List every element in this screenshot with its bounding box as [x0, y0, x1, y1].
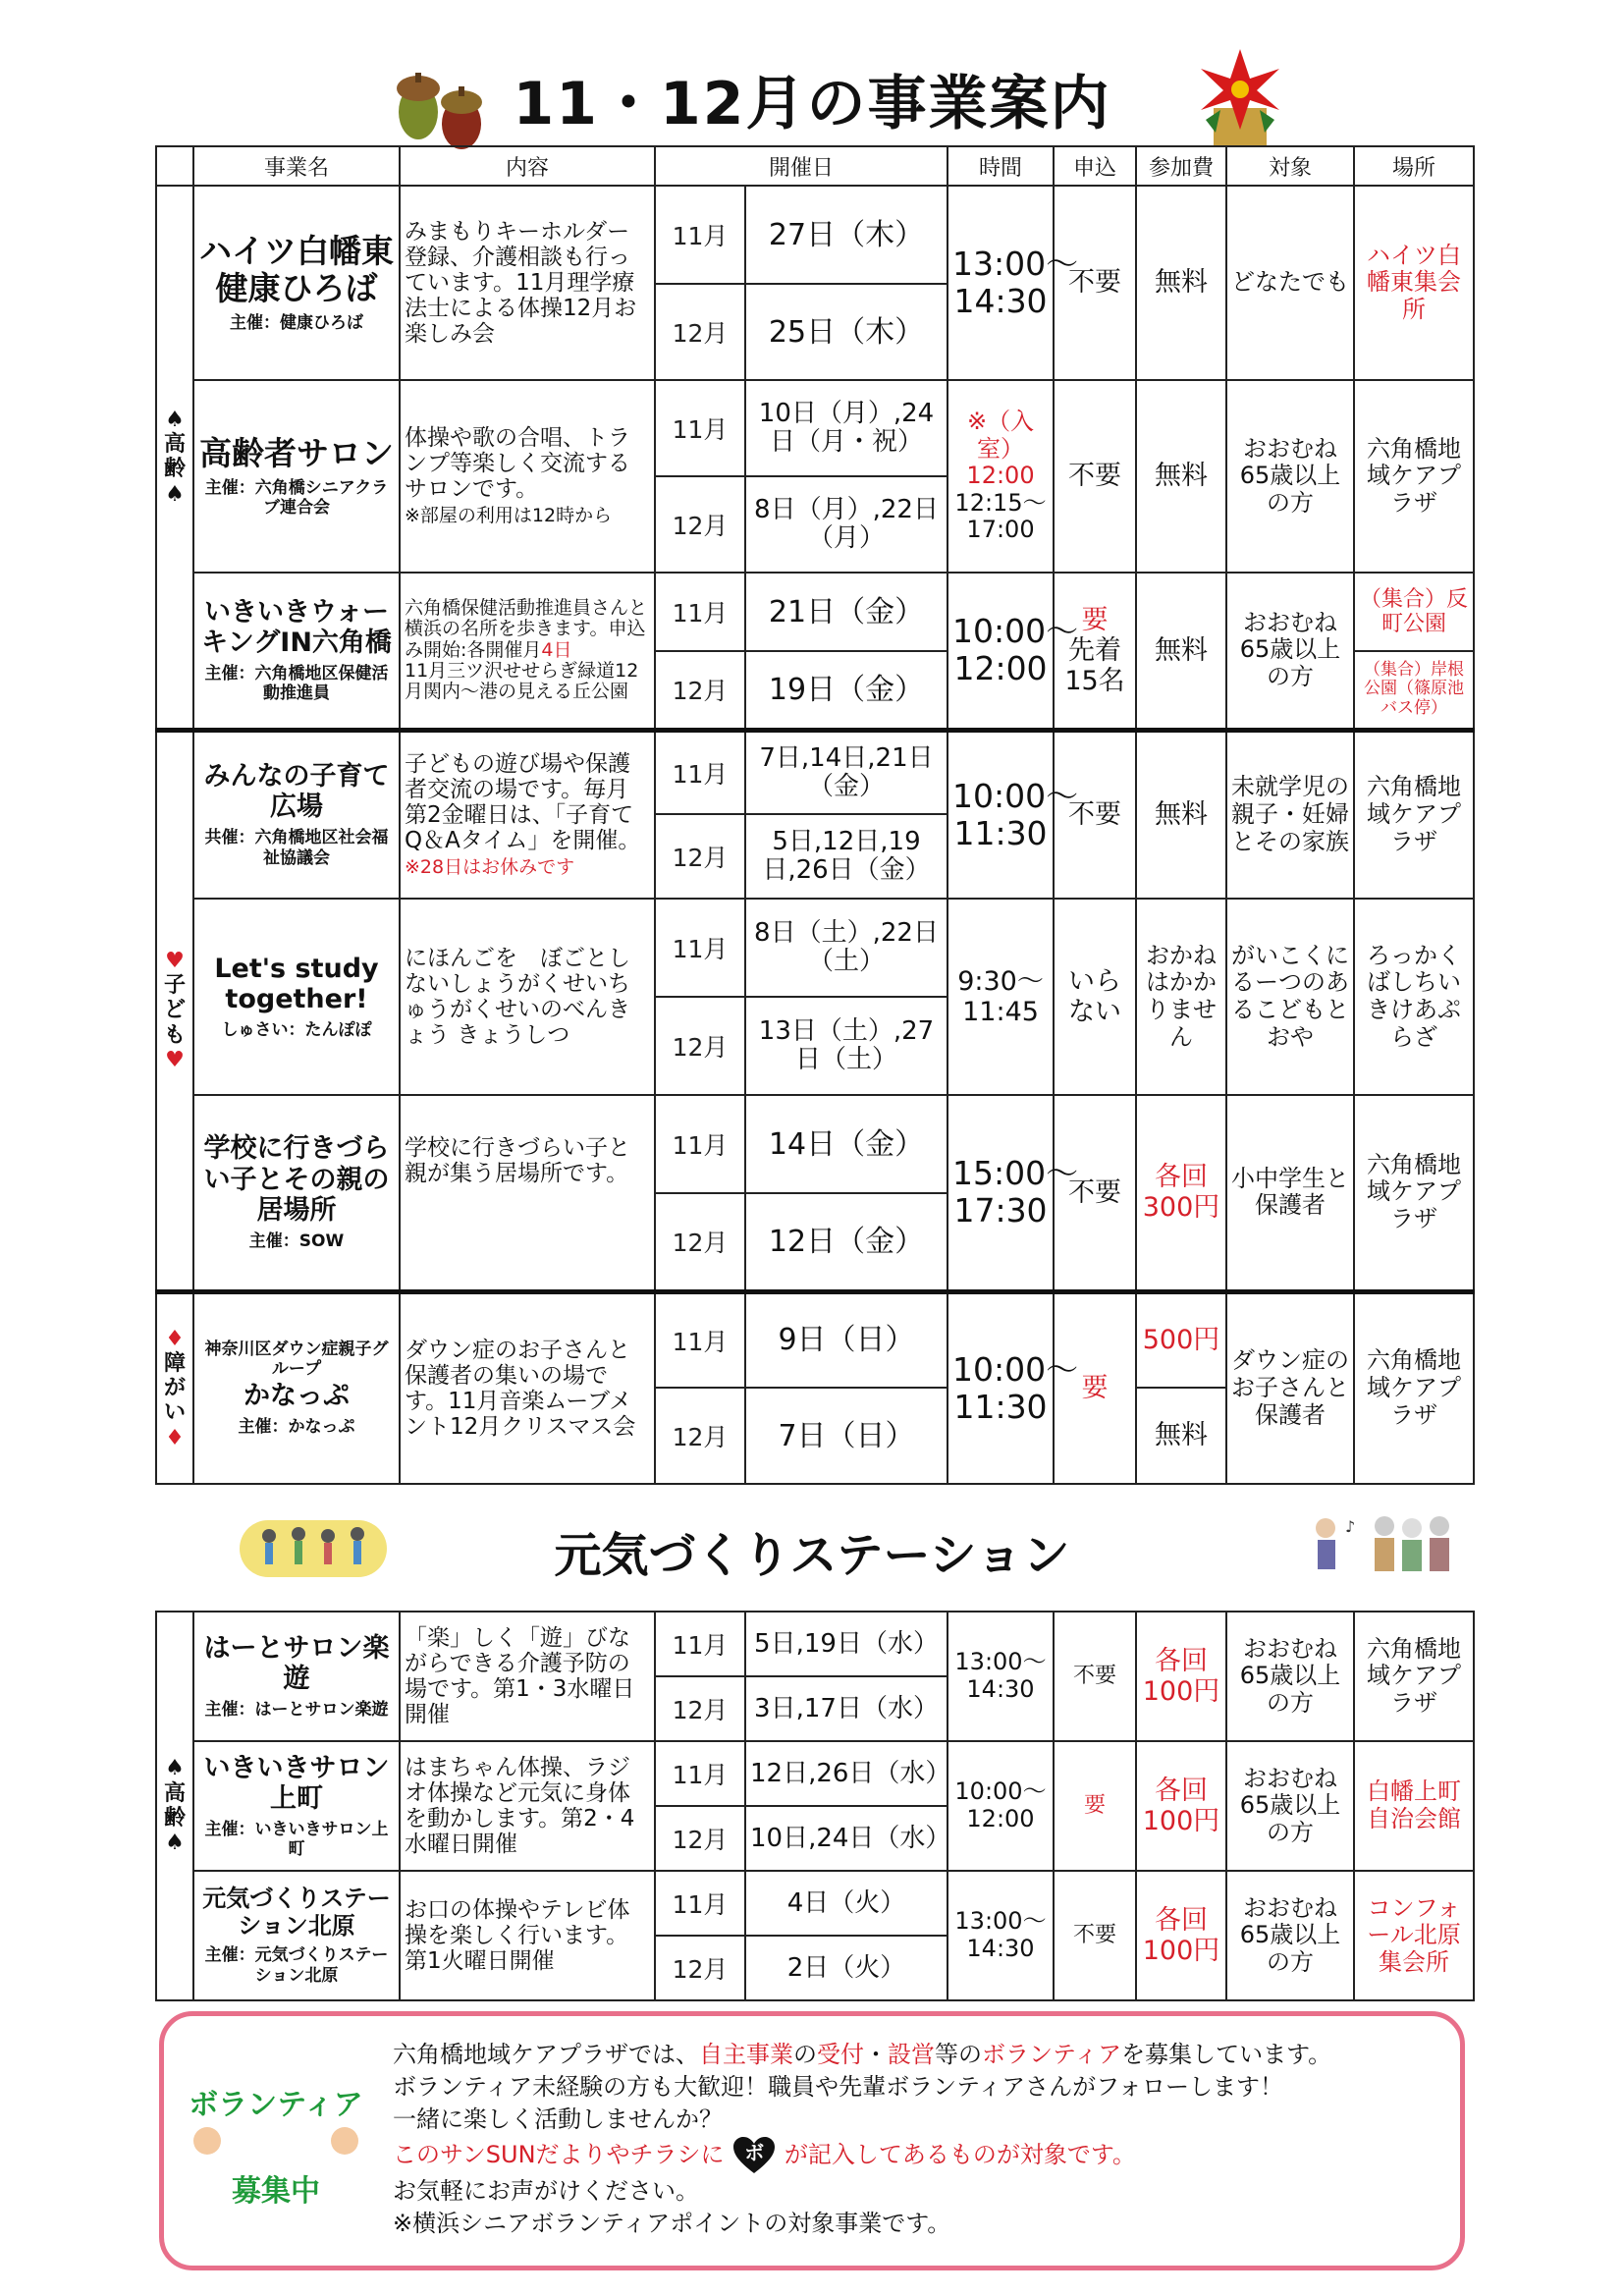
- station-schedule-table: ♠ 高 齢 ♠ はーとサロン楽遊 主催：はーとサロン楽遊 「楽」しく「遊」びながらできる介護予防の場です。第1・3水曜日開催 11月 5日,19日（水） 13:00〜14:30 不要 各回100円 おおむね65歳以上の方 六角橋地域ケアプラザ 12月 3日,17日（水） いきいきサロン上町 主催：いきいきサロン上町 はまちゃん体操、ラジオ体操など元気に身体を動かします。第2・4水曜日開催 11月 12日,26日（水） 10:00〜12:00 要 各回100円 おおむね65歳以上の方 白幡上町自治会館 12月 10日,24日（水） 元気づくりステーション北原 主催：元気づくりステーション北原 お口の体操やテレビ体操を楽しく行います。第1火曜日開催 11月 4日（火） 13:00〜14:30 不要 各回100円 おおむね65歳以上の方 コンフォール北原集会所 12月 2日（火）: [155, 1611, 1475, 2001]
- station-name: 元気づくりステーション北原 主催：元気づくりステーション北原: [193, 1871, 400, 2000]
- event-name: 学校に行きづらい子とその親の居場所 主催：SOW: [193, 1095, 400, 1291]
- station-description: お口の体操やテレビ体操を楽しく行います。第1火曜日開催: [400, 1871, 655, 2000]
- page-title: 11・12月の事業案内: [513, 70, 1111, 138]
- table-row: 学校に行きづらい子とその親の居場所 主催：SOW 学校に行きづらい子と親が集う居場所です。 11月 14日（金） 15:00〜17:30 不要 各回300円 小中学生と保護者 六角橋地域ケアプラザ: [156, 1095, 1474, 1193]
- category-child: ♥ 子 ど も ♥: [156, 730, 193, 1291]
- station-time: 10:00〜12:00: [947, 1741, 1054, 1871]
- table-row: いきいきウォーキングIN六角橋 主催：六角橋地区保健活動推進員 六角橋保健活動推進員さんと横浜の名所を歩きます。申込み開始:各開催月4日 11月三ツ沢せせらぎ緑道12月関内〜港の見える丘公園 11月 21日（金） 10:00〜12:00 要 先着15名 無料 おおむね65歳以上の方 （集合）反町公園: [156, 573, 1474, 651]
- event-time: 10:00〜12:00: [947, 573, 1054, 730]
- header-fee: 参加費: [1136, 146, 1226, 186]
- volunteer-text: 六角橋地域ケアプラザでは、自主事業の受付・設営等のボランティアを募集しています。 ボランティア未経験の方も大歓迎！職員や先輩ボランティアさんがフォローします！ 一緒に楽しく活動しませんか？ このサンSUNだよりやチラシに ボ が記入してあるものが対象です。 お気軽にお声がけください。 ※横浜シニアボランティアポイントの対象事業です。: [393, 2041, 1332, 2238]
- event-name: ハイツ白幡東健康ひろば 主催：健康ひろば: [193, 186, 400, 380]
- poinsettia-icon: [1186, 39, 1294, 152]
- table-row: いきいきサロン上町 主催：いきいきサロン上町 はまちゃん体操、ラジオ体操など元気に身体を動かします。第2・4水曜日開催 11月 12日,26日（水） 10:00〜12:00 要 各回100円 おおむね65歳以上の方 白幡上町自治会館: [156, 1741, 1474, 1806]
- volunteer-badge: ボランティア 募集中: [189, 2088, 363, 2209]
- station-name: いきいきサロン上町 主催：いきいきサロン上町: [193, 1741, 400, 1871]
- header-apply: 申込: [1054, 146, 1136, 186]
- station-name: はーとサロン楽遊 主催：はーとサロン楽遊: [193, 1612, 400, 1741]
- event-time: 13:00〜14:30: [947, 186, 1054, 380]
- event-description: にほんごを ぼごとしないしょうがくせいちゅうがくせいのべんきょう きょうしつ: [400, 899, 655, 1095]
- event-name: 高齢者サロン 主催：六角橋シニアクラブ連合会: [193, 380, 400, 573]
- table-row: ♥ 子 ど も ♥ みんなの子育て広場 共催：六角橋地区社会福祉協議会 子どもの遊び場や保護者交流の場です。毎月第2金曜日は、「子育てQ＆Aタイム」を開催。※28日はお休みです 11月 7日,14日,21日（金） 10:00〜11:30 不要 無料 未就学児の親子・妊婦とその家族 六角橋地域ケアプラザ: [156, 730, 1474, 814]
- singing-seniors-icon: [1306, 1504, 1463, 1587]
- table-row: 高齢者サロン 主催：六角橋シニアクラブ連合会 体操や歌の合唱、トランプ等楽しく交流するサロンです。 ※部屋の利用は12時から 11月 10日（月）,24日（月・祝） ※（入室）12:00 12:15〜17:00 不要 無料 おおむね65歳以上の方 六角橋地域ケアプラザ: [156, 380, 1474, 476]
- table-row: Let's study together! しゅさい：たんぽぽ にほんごを ぼごとしないしょうがくせいちゅうがくせいのべんきょう きょうしつ 11月 8日（土）,22日（土） 9:30〜11:45 いらない おかねはかかりません がいこくにるーつのあるこどもとおや ろっかくばしちいきけあぷらざ: [156, 899, 1474, 997]
- event-schedule-table: 事業名 内容 開催日 時間 申込 参加費 対象 場所 ♠ 高 齢 ♠ ハイツ白幡東健康ひろば 主催：健康ひろば みまもりキーホルダー登録、介護相談も行っています。11月理学療法士による体操12月お楽しみ会 11月 27日（木） 13:00〜14:30 不要 無料 どなたでも ハイツ白幡東集会所 12月 25日（木） 高齢者サロン 主催：六角橋シニアクラブ連合会 体操や歌の合唱、トランプ等楽しく交流するサロンです。 ※部屋の利用は12時から 11月 10日（月）,24日（月・祝） ※（入室）12:00 12:15〜17:00 不要 無料 おおむね65歳以上の方 六角橋地域ケアプラザ 12月 8日（月）,22日（月） いきいきウォーキングIN六角橋 主催：六角橋地区保健活動推進員 六角橋保健活動推進員さんと横浜の名所を歩きます。申込み開始:各開催月4日 11月三ツ沢せせらぎ緑道12月関内〜港の見える丘公園 11月 21日（金） 10:00〜12:00 要 先着15名 無料 おおむね65歳以上の方 （集合）反町公園 12月 19日（金） （集合）岸根公園（篠原池バス停） ♥ 子 ど も ♥ みんなの子育て広場 共催：六角橋地区社会福祉協議会 子どもの遊び場や保護者交流の場です。毎月第2金曜日は、「子育てQ＆Aタイム」を開催。※28日はお休みです 11月 7日,14日,21日（金） 10:00〜11:30 不要 無料 未就学児の親子・妊婦とその家族 六角橋地域ケアプラザ 12月 5日,12日,19日,26日（金） Let's study together! しゅさい：たんぽぽ にほんごを ぼごとしないしょうがくせいちゅうがくせいのべんきょう きょうしつ 11月 8日（土）,22日（土） 9:30〜11:45 いらない おかねはかかりません がいこくにるーつのあるこどもとおや ろっかくばしちいきけあぷらざ 12月 13日（土）,27日（土） 学校に行きづらい子とその親の居場所 主催：SOW 学校に行きづらい子と親が集う居場所です。 11月 14日（金） 15:00〜17:30 不要 各回300円 小中学生と保護者 六角橋地域ケアプラザ 12月 12日（金） ♦ 障 が い ♦ 神奈川区ダウン症親子グループ かなっぷ 主催：かなっぷ ダウン症のお子さんと保護者の集いの場です。11月音楽ムーブメント12月クリスマス会 11月 9日（日） 10:00〜11:30 要 500円 ダウン症のお子さんと保護者 六角橋地域ケアプラザ 12月 7日（日） 無料: [155, 145, 1475, 1485]
- event-description: 体操や歌の合唱、トランプ等楽しく交流するサロンです。 ※部屋の利用は12時から: [400, 380, 655, 573]
- event-time: ※（入室）12:00 12:15〜17:00: [947, 380, 1054, 573]
- event-description: 六角橋保健活動推進員さんと横浜の名所を歩きます。申込み開始:各開催月4日 11月三ツ沢せせらぎ緑道12月関内〜港の見える丘公園: [400, 573, 655, 730]
- event-time: 9:30〜11:45: [947, 899, 1054, 1095]
- category-senior: ♠ 高 齢 ♠: [156, 186, 193, 730]
- table-row: ♦ 障 が い ♦ 神奈川区ダウン症親子グループ かなっぷ 主催：かなっぷ ダウン症のお子さんと保護者の集いの場です。11月音楽ムーブメント12月クリスマス会 11月 9日（日） 10:00〜11:30 要 500円 ダウン症のお子さんと保護者 六角橋地域ケアプラザ: [156, 1291, 1474, 1388]
- header-event-name: 事業名: [193, 146, 400, 186]
- category-disability: ♦ 障 が い ♦: [156, 1291, 193, 1484]
- event-description: 子どもの遊び場や保護者交流の場です。毎月第2金曜日は、「子育てQ＆Aタイム」を開催。※28日はお休みです: [400, 730, 655, 899]
- event-name: 神奈川区ダウン症親子グループ かなっぷ 主催：かなっぷ: [193, 1291, 400, 1484]
- table-row: ♠ 高 齢 ♠ はーとサロン楽遊 主催：はーとサロン楽遊 「楽」しく「遊」びながらできる介護予防の場です。第1・3水曜日開催 11月 5日,19日（水） 13:00〜14:30 不要 各回100円 おおむね65歳以上の方 六角橋地域ケアプラザ: [156, 1612, 1474, 1676]
- header-date: 開催日: [655, 146, 947, 186]
- station-section-title: 元気づくりステーション: [554, 1528, 1070, 1583]
- event-name: いきいきウォーキングIN六角橋 主催：六角橋地区保健活動推進員: [193, 573, 400, 730]
- station-time: 13:00〜14:30: [947, 1871, 1054, 2000]
- table-header: [156, 146, 1474, 186]
- volunteers-waving-icon: [188, 2123, 364, 2162]
- header-target: 対象: [1226, 146, 1354, 186]
- event-description: ダウン症のお子さんと保護者の集いの場です。11月音楽ムーブメント12月クリスマス会: [400, 1291, 655, 1484]
- station-description: はまちゃん体操、ラジオ体操など元気に身体を動かします。第2・4水曜日開催: [400, 1741, 655, 1871]
- station-time: 13:00〜14:30: [947, 1612, 1054, 1741]
- header-place: 場所: [1354, 146, 1474, 186]
- heart-icon: ボ: [731, 2136, 777, 2175]
- header-time: 時間: [947, 146, 1054, 186]
- event-description: みまもりキーホルダー登録、介護相談も行っています。11月理学療法士による体操12月お楽しみ会: [400, 186, 655, 380]
- event-description: 学校に行きづらい子と親が集う居場所です。: [400, 1095, 655, 1291]
- event-time: 10:00〜11:30: [947, 730, 1054, 899]
- event-name: みんなの子育て広場 共催：六角橋地区社会福祉協議会: [193, 730, 400, 899]
- station-description: 「楽」しく「遊」びながらできる介護予防の場です。第1・3水曜日開催: [400, 1612, 655, 1741]
- table-row: ♠ 高 齢 ♠ ハイツ白幡東健康ひろば 主催：健康ひろば みまもりキーホルダー登録、介護相談も行っています。11月理学療法士による体操12月お楽しみ会 11月 27日（木） 13:00〜14:30 不要 無料 どなたでも ハイツ白幡東集会所: [156, 186, 1474, 284]
- header-content: 内容: [400, 146, 655, 186]
- table-row: 元気づくりステーション北原 主催：元気づくりステーション北原 お口の体操やテレビ体操を楽しく行います。第1火曜日開催 11月 4日（火） 13:00〜14:30 不要 各回100円 おおむね65歳以上の方 コンフォール北原集会所: [156, 1871, 1474, 1936]
- event-time: 10:00〜11:30: [947, 1291, 1054, 1484]
- event-time: 15:00〜17:30: [947, 1095, 1054, 1291]
- svg-text:♪: ♪: [1345, 1517, 1356, 1536]
- event-name: Let's study together! しゅさい：たんぽぽ: [193, 899, 400, 1095]
- category-senior: ♠ 高 齢 ♠: [156, 1612, 193, 2000]
